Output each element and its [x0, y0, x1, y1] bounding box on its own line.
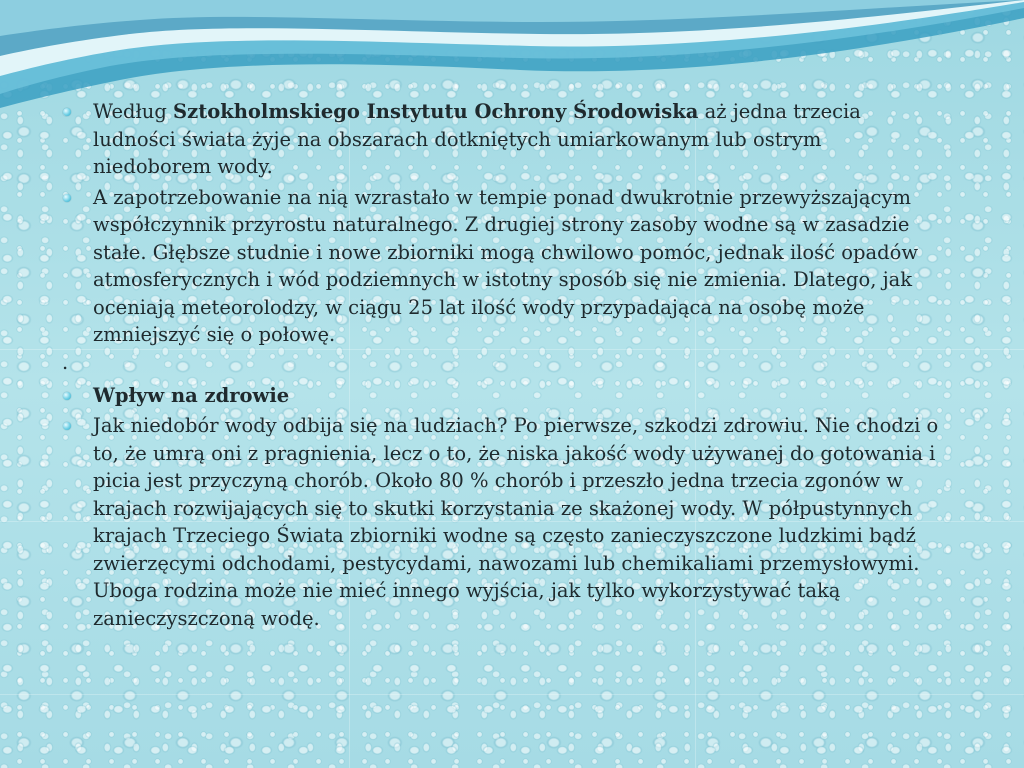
separator-text: . [62, 350, 69, 374]
bullet-item-2 [62, 184, 942, 349]
slide-body [62, 98, 942, 635]
bullet-1-after: aż jedna trzecia ludności świata żyje na obszarach dotkniętych umiarkowanym lub ostrym niedoborem wody. [93, 100, 861, 178]
bullet-3-text: Jak niedobór wody odbija się na ludziach? Po pierwsze, szkodzi zdrowiu. Nie chodzi o to, że umrą oni z pragnienia, lecz o to, że niska jakość wody używanej do gotowania i picia jest przyczyną chorób. Około 80 % chorób i przeszło jedna trzecia zgonów w krajach rozwijających się to skutki korzystania ze skażonej wody. W półpustynnych krajach Trzeciego Świata zbiorniki wodne są często zanieczyszczone ludzkimi bądź zwierzęcymi odchodami, pestycydami, nawozami lub chemikaliami przemysłowymi. Uboga rodzina może nie mieć innego wyjścia, jak tylko wykorzystywać taką zanieczyszczoną wodę. [93, 414, 939, 630]
bullet-2-text: A zapotrzebowanie na nią wzrastało w tempie ponad dwukrotnie przewyższającym współczynnik przyrostu naturalnego. Z drugiej strony zasoby wodne są w zasadzie stałe. Głębsze studnie i nowe zbiorniki mogą chwilowo pomóc, jednak ilość opadów atmosferycznych i wód podziemnych w istotny sposób się nie zmienia. Dlatego, jak oceniają meteorolodzy, w ciągu 25 lat ilość wody przypadająca na osobę może zmniejszyć się o połowę. [93, 185, 919, 346]
section-heading: Wpływ na zdrowie [93, 383, 290, 407]
bullet-item-heading [62, 382, 942, 410]
grid-line [0, 694, 1024, 695]
bullet-1-before: Według [93, 100, 174, 123]
bullet-item-3 [62, 412, 942, 632]
bullet-icon [63, 422, 71, 430]
bullet-icon [63, 194, 71, 202]
bullet-icon [63, 392, 71, 400]
bullet-item-1 [62, 98, 942, 181]
bullet-1-bold: Sztokholmskiego Instytutu Ochrony Środowiska [173, 100, 699, 123]
bullet-icon [63, 108, 71, 116]
separator-dot [62, 352, 942, 379]
